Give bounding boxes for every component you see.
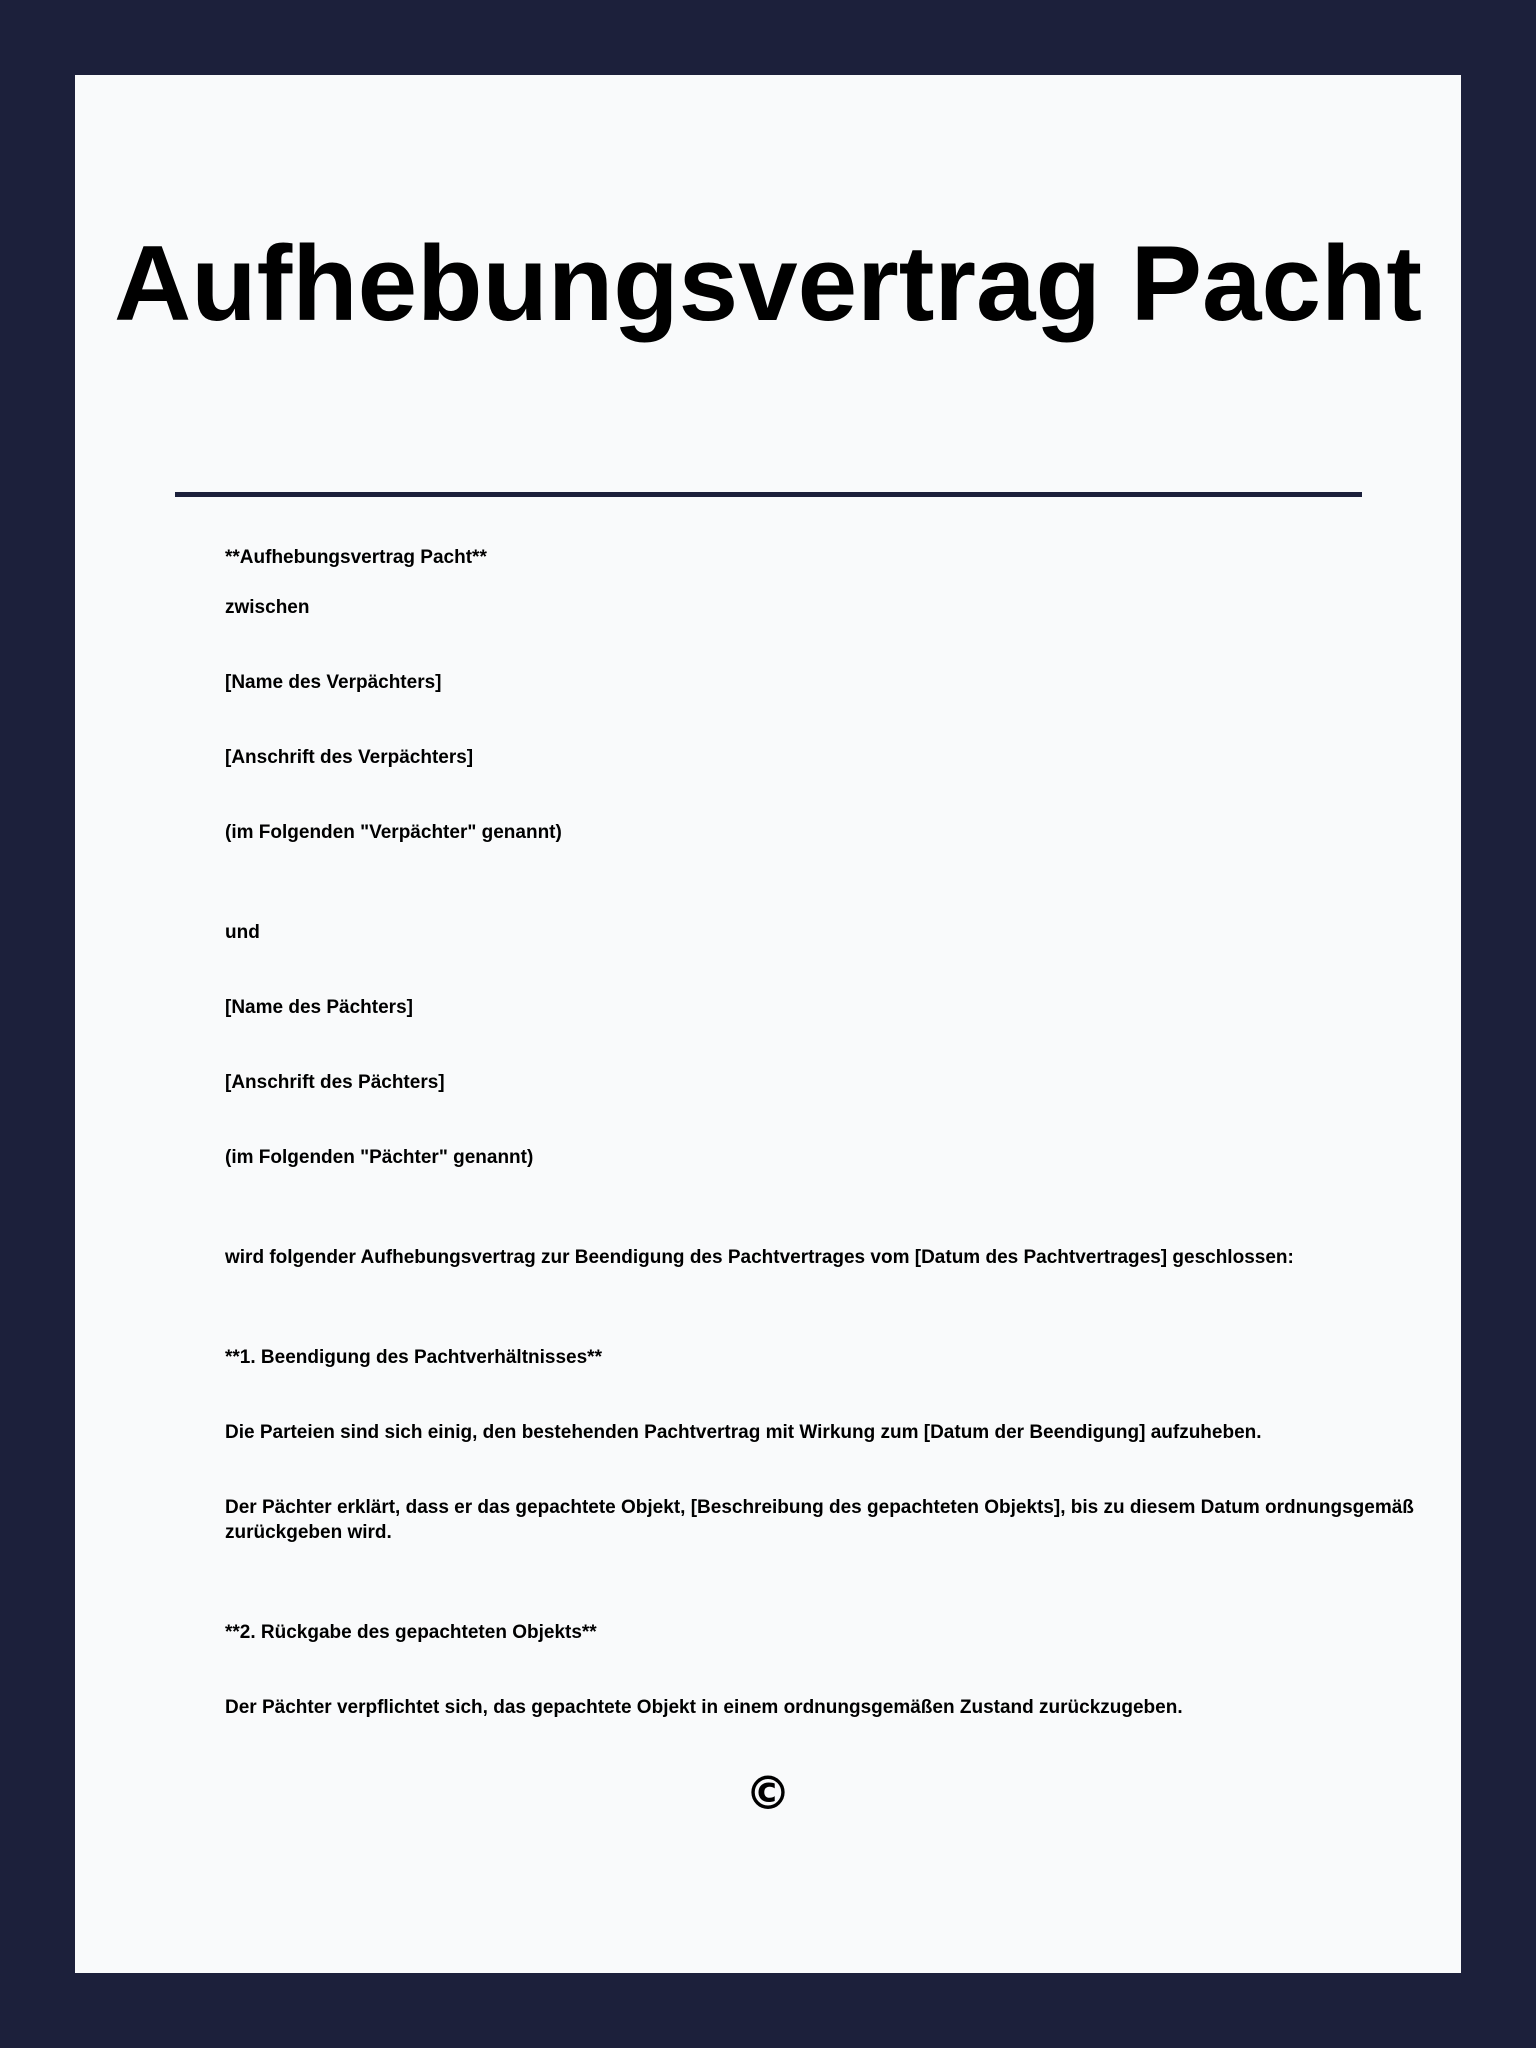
doc-line-lessee-name: [Name des Pächters] <box>225 997 413 1018</box>
doc-line-lessor-name: [Name des Verpächters] <box>225 672 442 693</box>
title-divider <box>175 492 1362 497</box>
section-heading-1: **1. Beendigung des Pachtverhältnisses** <box>225 1347 602 1368</box>
section-2-paragraph-1: Der Pächter verpflichtet sich, das gepachtete Objekt in einem ordnungsgemäßen Zustand zurückzugeben. <box>225 1697 1183 1718</box>
doc-line-intro: wird folgender Aufhebungsvertrag zur Beendigung des Pachtvertrages vom [Datum des Pachtvertrages] geschlossen: <box>225 1247 1294 1268</box>
doc-line-und: und <box>225 922 260 943</box>
section-heading-2: **2. Rückgabe des gepachteten Objekts** <box>225 1622 597 1643</box>
doc-line-lessor-note: (im Folgenden "Verpächter" genannt) <box>225 822 562 843</box>
copyright-icon: © <box>745 1766 791 1820</box>
doc-line-lessor-address: [Anschrift des Verpächters] <box>225 747 474 768</box>
section-1-paragraph-1: Die Parteien sind sich einig, den bestehenden Pachtvertrag mit Wirkung zum [Datum der Beendigung] aufzuheben. <box>225 1422 1262 1443</box>
doc-line-lessee-address: [Anschrift des Pächters] <box>225 1072 445 1093</box>
section-1-paragraph-2: Der Pächter erklärt, dass er das gepachtete Objekt, [Beschreibung des gepachteten Objekts], bis zu diesem Datum ordnungsgemäß zurückgeben wird. <box>225 1497 1414 1543</box>
document-page <box>75 75 1461 1973</box>
doc-line-lessee-note: (im Folgenden "Pächter" genannt) <box>225 1147 534 1168</box>
doc-line-zwischen: zwischen <box>225 597 310 618</box>
document-title: Aufhebungsvertrag Pacht <box>114 223 1422 343</box>
doc-heading: **Aufhebungsvertrag Pacht** <box>225 547 487 568</box>
